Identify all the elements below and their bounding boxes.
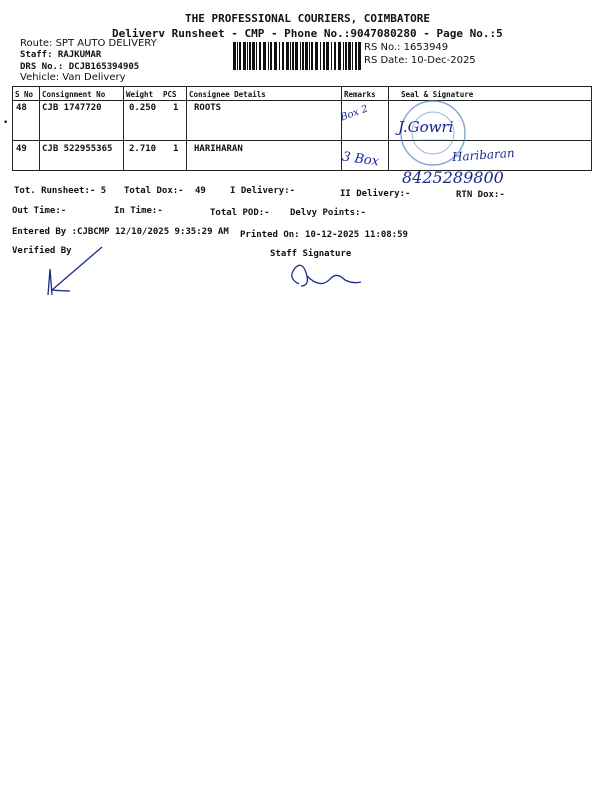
barcode-bar (331, 42, 332, 70)
barcode-bar (338, 42, 341, 70)
in-time: In Time:- (114, 206, 163, 216)
entered-by: Entered By :CJBCMP 12/10/2025 9:35:29 AM (12, 227, 229, 237)
barcode-bar (358, 42, 361, 70)
barcode-bar (243, 42, 246, 70)
row-weight: 0.250 (129, 103, 157, 113)
barcode-bar (290, 42, 291, 70)
total-pod: Total POD:- (210, 208, 270, 218)
barcode-bar (270, 42, 272, 70)
handwritten-phone: 8425289800 (402, 168, 504, 187)
barcode-bar (279, 42, 280, 70)
tot-runsheet: Tot. Runsheet:- 5 (14, 186, 107, 196)
staff-signature (285, 258, 365, 293)
ii-delivery: II Delivery:- (340, 189, 411, 199)
printed-on: Printed On: 10-12-2025 11:08:59 (240, 230, 408, 240)
company-title: THE PROFESSIONAL COURIERS, COIMBATORE (185, 12, 431, 25)
handwritten-signature: Haribaran (451, 145, 516, 165)
col-remarks: Remarks (344, 90, 376, 99)
barcode-bar (268, 42, 269, 70)
barcode-bar (239, 42, 241, 70)
col-consignment: Consignment No (42, 90, 106, 99)
out-time: Out Time:- (12, 206, 67, 216)
runsheet-title: Deliverv Runsheet - CMP - Phone No.:9047080280 - Page No.:5 (112, 27, 503, 40)
staff-text: Staff: RAJKUMAR (20, 50, 102, 60)
barcode-bar (259, 42, 261, 70)
i-delivery: I Delivery:- (230, 186, 296, 196)
margin-mark: • (3, 118, 9, 128)
barcode-bar (315, 42, 318, 70)
barcode-bar (295, 42, 298, 70)
vehicle-text: Vehicle: Van Delivery (20, 72, 126, 83)
barcode-bar (320, 42, 321, 70)
handwritten-remark: 3 Box (341, 149, 380, 170)
barcode-bar (263, 42, 266, 70)
row-consignee: ROOTS (194, 103, 222, 113)
col-seal-signature: Seal & Signature (401, 90, 474, 99)
row-consignee: HARIHARAN (194, 144, 243, 154)
total-dox-value: 49 (195, 186, 206, 196)
barcode-bar (274, 42, 277, 70)
barcode-bar (352, 42, 353, 70)
barcode-bar (348, 42, 351, 70)
col-consignee: Consignee Details (189, 90, 266, 99)
total-dox-label: Total Dox:- (124, 186, 184, 196)
col-pcs: PCS (163, 90, 177, 99)
barcode-bar (292, 42, 294, 70)
barcode-bar (305, 42, 308, 70)
barcode-bar (233, 42, 236, 70)
barcode-bar (237, 42, 238, 70)
verified-by-label: Verified By (12, 246, 72, 256)
barcode-bar (282, 42, 284, 70)
drs-number: DRS No.: DCJB165394905 (20, 62, 140, 72)
rtn-dox: RTN Dox:- (456, 190, 505, 200)
barcode-bar (309, 42, 310, 70)
barcode-bar (300, 42, 301, 70)
barcode-bar (247, 42, 248, 70)
barcode-bar (286, 42, 289, 70)
row-consignment: CJB 1747720 (42, 103, 102, 113)
barcode-bar (326, 42, 329, 70)
row-pcs: 1 (173, 103, 179, 113)
row-sno: 48 (16, 103, 27, 113)
barcode-bar (323, 42, 325, 70)
rs-date: RS Date: 10-Dec-2025 (364, 55, 476, 66)
barcode-bar (249, 42, 251, 70)
barcode-bar (252, 42, 255, 70)
col-sno: S No (15, 90, 34, 99)
barcode-bar (302, 42, 304, 70)
row-consignment: CJB 522955365 (42, 144, 113, 154)
barcode-bar (311, 42, 313, 70)
row-pcs: 1 (173, 144, 179, 154)
staff-signature-label: Staff Signature (270, 249, 352, 259)
barcode-bar (343, 42, 344, 70)
route-text: Route: SPT AUTO DELIVERY (20, 38, 157, 49)
delvy-points: Delvy Points:- (290, 208, 366, 218)
barcode (233, 42, 361, 70)
barcode-bar (345, 42, 347, 70)
row-sno: 49 (16, 144, 27, 154)
barcode-bar (256, 42, 257, 70)
barcode-bar (355, 42, 357, 70)
col-weight: Weight (126, 90, 154, 99)
handwritten-signature: J.Gowri (398, 118, 454, 136)
verified-by-signature (40, 245, 110, 300)
row-weight: 2.710 (129, 144, 157, 154)
handwritten-remark: Box 2 (338, 103, 370, 124)
barcode-bar (334, 42, 336, 70)
rs-number: RS No.: 1653949 (364, 42, 449, 53)
